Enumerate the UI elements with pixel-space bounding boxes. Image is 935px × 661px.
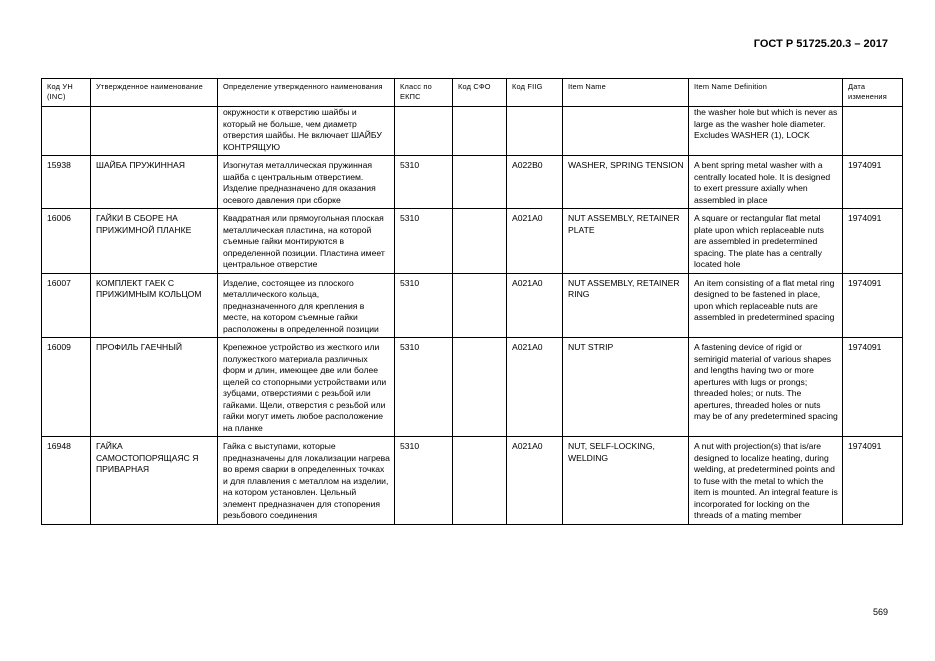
cell-name-ru: ШАЙБА ПРУЖИННАЯ [91,156,218,209]
cell-class: 5310 [395,273,453,338]
cell-class [395,107,453,156]
cell-sfo [453,273,507,338]
cell-definition-en: A bent spring metal washer with a centrally located hole. It is designed to exert pressure axially when assembled in place [689,156,843,209]
table-row [42,209,903,274]
cell-class: 5310 [395,156,453,209]
cell-name-ru [91,107,218,156]
cell-fiig [507,107,563,156]
cell-item-name: WASHER, SPRING TENSION [563,156,689,209]
cell-name-ru: КОМПЛЕКТ ГАЕК С ПРИЖИМНЫМ КОЛЬЦОМ [91,273,218,338]
table-row-continuation [42,107,903,156]
cell-definition-en: A square or rectangular flat metal plate upon which replaceable nuts are assembled in predetermined spacing. The plate has a centrally located hole [689,209,843,274]
cell-definition-ru: Гайка с выступами, которые предназначены для локализации нагрева во время сварки в определенных точках и для плавления с металлом на изделии, на котором установлен. Цельный элемент предназначен для стопорения резьбового соединения [218,437,395,525]
table-header-row [42,79,903,107]
cell-item-name: NUT ASSEMBLY, RETAINER PLATE [563,209,689,274]
col-header-date: Дата изменения [843,79,903,107]
cell-sfo [453,437,507,525]
cell-definition-ru: Изделие, состоящее из плоского металлического кольца, предназначенного для крепления в месте, на котором съемные гайки расположены в определенной позиции [218,273,395,338]
col-header-fiig: Код FIIG [507,79,563,107]
cell-date [843,107,903,156]
table-row [42,156,903,209]
cell-fiig: A021A0 [507,273,563,338]
cell-sfo [453,107,507,156]
page-number: 569 [872,607,888,617]
cell-definition-ru: Крепежное устройство из жесткого или полужесткого материала различных форм и длин, имеющее две или более щелей со стопорными устройствами или зубцами, отверстиями с резьбой или гайками. Щели, отверстия с резьбой или гайки могут иметь любое расположение на планке [218,338,395,437]
table-row [42,273,903,338]
cell-date: 1974091 [843,156,903,209]
table-row [42,338,903,437]
cell-definition-en: A nut with projection(s) that is/are designed to localize heating, during welding, at predetermined points and to fuse with the metal to which the item is mounted. An integral feature is incorporated for locking on the threads of a mating member [689,437,843,525]
cell-item-name [563,107,689,156]
col-header-name-ru: Утвержденное наименование [91,79,218,107]
col-header-inc: Код УН (INC) [42,79,91,107]
cell-date: 1974091 [843,209,903,274]
document-number: ГОСТ Р 51725.20.3 – 2017 [753,38,888,50]
cell-class: 5310 [395,338,453,437]
cell-item-name: NUT ASSEMBLY, RETAINER RING [563,273,689,338]
table-row [42,437,903,525]
cell-fiig: A022B0 [507,156,563,209]
cell-class: 5310 [395,437,453,525]
col-header-sfo: Код СФО [453,79,507,107]
cell-date: 1974091 [843,338,903,437]
cell-date: 1974091 [843,273,903,338]
item-names-table [41,78,903,525]
col-header-item-name: Item Name [563,79,689,107]
cell-fiig: A021A0 [507,437,563,525]
col-header-definition-ru: Определение утвержденного наименования [218,79,395,107]
col-header-definition-en: Item Name Definition [689,79,843,107]
cell-definition-ru: окружности к отверстию шайбы и который не больше, чем диаметр отверстия шайбы. Не включает ШАЙБУ КОНТРЯЩУЮ [218,107,395,156]
cell-inc: 15938 [42,156,91,209]
cell-name-ru: ГАЙКИ В СБОРЕ НА ПРИЖИМНОЙ ПЛАНКЕ [91,209,218,274]
cell-date: 1974091 [843,437,903,525]
cell-class: 5310 [395,209,453,274]
cell-definition-en: A fastening device of rigid or semirigid material of various shapes and lengths having two or more apertures with lugs or prongs; threaded holes; or nuts. The apertures, threaded holes or nuts may be of any predetermined spacing [689,338,843,437]
cell-inc: 16006 [42,209,91,274]
cell-sfo [453,156,507,209]
cell-name-ru: ГАЙКА САМОСТОПОРЯЩАЯС Я ПРИВАРНАЯ [91,437,218,525]
cell-item-name: NUT, SELF-LOCKING, WELDING [563,437,689,525]
cell-inc: 16948 [42,437,91,525]
cell-definition-en: An item consisting of a flat metal ring designed to be fastened in place, upon which replaceable nuts are assembled in predetermined spacing [689,273,843,338]
cell-definition-en: the washer hole but which is never as large as the washer hole diameter. Excludes WASHER (1), LOCK [689,107,843,156]
cell-definition-ru: Изогнутая металлическая пружинная шайба с центральным отверстием. Изделие предназначено для оказания осевого давления при сборке [218,156,395,209]
col-header-class: Класс по ЕКПС [395,79,453,107]
cell-fiig: A021A0 [507,338,563,437]
cell-inc: 16009 [42,338,91,437]
cell-sfo [453,338,507,437]
cell-fiig: A021A0 [507,209,563,274]
cell-item-name: NUT STRIP [563,338,689,437]
cell-sfo [453,209,507,274]
cell-name-ru: ПРОФИЛЬ ГАЕЧНЫЙ [91,338,218,437]
cell-inc: 16007 [42,273,91,338]
cell-inc [42,107,91,156]
cell-definition-ru: Квадратная или прямоугольная плоская металлическая пластина, на которой съемные гайки монтируются в определенной позиции. Пластина имеет центральное отверстие [218,209,395,274]
